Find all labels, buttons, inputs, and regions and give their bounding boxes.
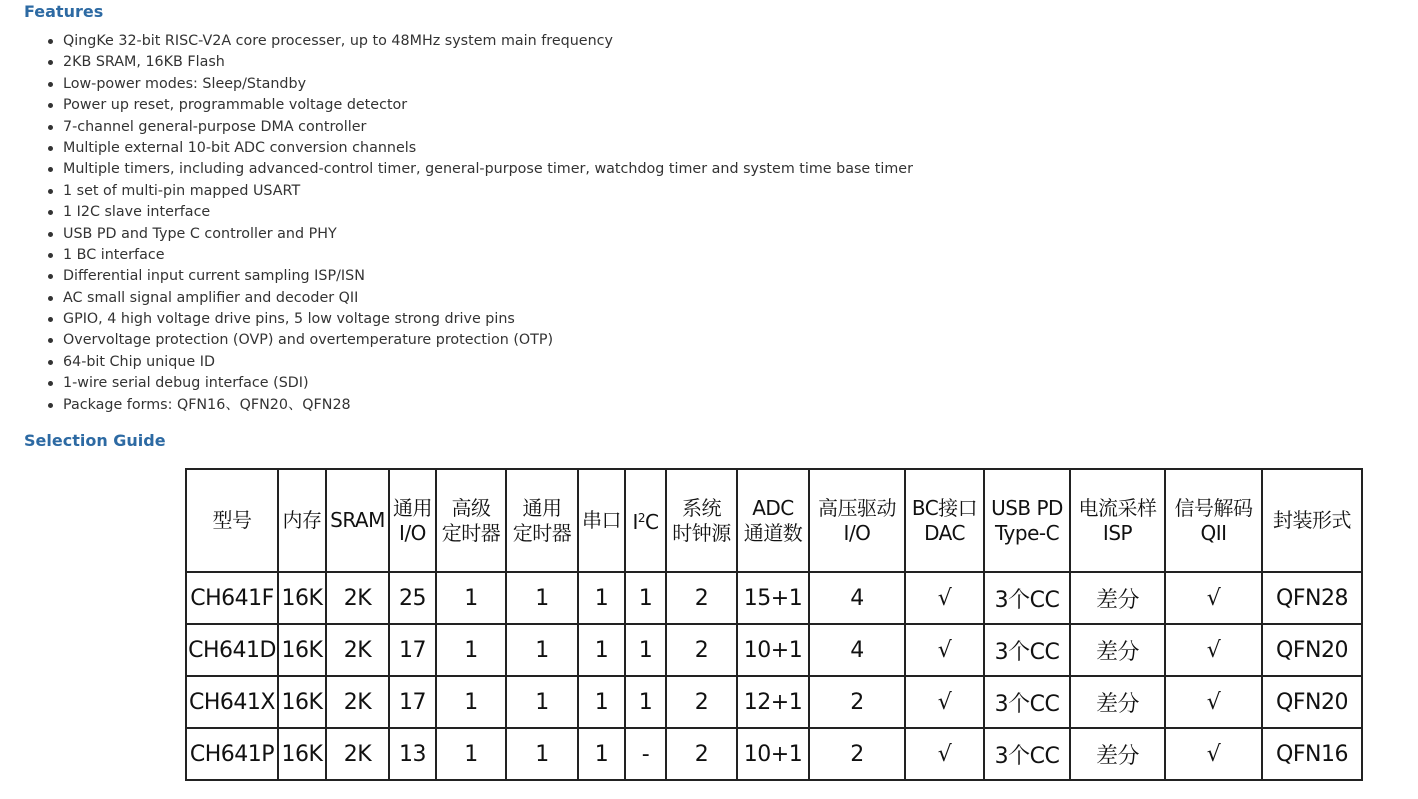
feature-item-text: AC small signal amplifier and decoder QII xyxy=(63,289,359,306)
table-cell: CH641D xyxy=(186,624,278,676)
feature-item-text: Package forms: QFN16、QFN20、QFN28 xyxy=(63,396,351,413)
table-cell: 1 xyxy=(506,624,578,676)
table-cell: 1 xyxy=(625,572,666,624)
table-cell: √ xyxy=(905,624,984,676)
bullet-icon xyxy=(48,403,53,408)
table-cell: 16K xyxy=(278,728,326,780)
table-cell: CH641F xyxy=(186,572,278,624)
table-cell: √ xyxy=(905,572,984,624)
bullet-icon xyxy=(48,167,53,172)
table-cell: √ xyxy=(1165,676,1262,728)
bullet-icon xyxy=(48,296,53,301)
table-cell: QFN28 xyxy=(1262,572,1362,624)
table-cell: 2K xyxy=(326,572,389,624)
table-cell: 1 xyxy=(578,676,625,728)
header-cell: 系统 时钟源 xyxy=(666,469,737,572)
table-cell: 3个CC xyxy=(984,728,1070,780)
table-cell: 差分 xyxy=(1070,572,1165,624)
table-cell: 16K xyxy=(278,676,326,728)
table-cell: 12+1 xyxy=(737,676,809,728)
feature-item-text: 1-wire serial debug interface (SDI) xyxy=(63,375,309,392)
table-cell: 1 xyxy=(578,572,625,624)
feature-item xyxy=(46,117,913,138)
selection-guide-table xyxy=(185,468,1363,781)
table-cell: 4 xyxy=(809,572,905,624)
table-cell: 25 xyxy=(389,572,436,624)
table-cell: 16K xyxy=(278,572,326,624)
header-cell: 型号 xyxy=(186,469,278,572)
table-cell: 1 xyxy=(625,676,666,728)
table-cell: 1 xyxy=(506,572,578,624)
table-cell: 2 xyxy=(809,728,905,780)
feature-item-text: QingKe 32-bit RISC-V2A core processer, up to 48MHz system main frequency xyxy=(63,33,613,49)
table-cell: CH641X xyxy=(186,676,278,728)
header-cell: SRAM xyxy=(326,469,389,572)
table-cell: 4 xyxy=(809,624,905,676)
table-cell: 17 xyxy=(389,676,436,728)
feature-item xyxy=(46,245,913,266)
header-cell: 封装形式 xyxy=(1262,469,1362,572)
table-cell: 2K xyxy=(326,624,389,676)
table-cell: 2 xyxy=(666,728,737,780)
feature-item-text: Overvoltage protection (OVP) and overtemperature protection (OTP) xyxy=(63,332,554,349)
bullet-icon xyxy=(48,232,53,237)
table-cell: 2 xyxy=(666,624,737,676)
feature-item-text: Multiple external 10-bit ADC conversion channels xyxy=(63,139,417,156)
table-cell: 10+1 xyxy=(737,728,809,780)
table-cell: 2 xyxy=(666,676,737,728)
bullet-icon xyxy=(48,360,53,365)
feature-item-text: USB PD and Type C controller and PHY xyxy=(63,225,337,242)
header-cell: ADC 通道数 xyxy=(737,469,809,572)
table-cell: - xyxy=(625,728,666,780)
header-cell-i2c: $I^2C$ xyxy=(625,469,666,572)
features-list xyxy=(46,31,913,416)
bullet-icon xyxy=(48,60,53,65)
table-cell: 1 xyxy=(625,624,666,676)
feature-item-text: 2KB SRAM, 16KB Flash xyxy=(63,54,225,71)
feature-item-text: GPIO, 4 high voltage drive pins, 5 low voltage strong drive pins xyxy=(63,311,515,328)
bullet-icon xyxy=(48,274,53,279)
bullet-icon xyxy=(48,82,53,87)
table-cell: 1 xyxy=(436,624,506,676)
header-cell: 通用 定时器 xyxy=(506,469,578,572)
table-cell: 17 xyxy=(389,624,436,676)
feature-item-text: Differential input current sampling ISP/ISN xyxy=(63,268,365,285)
table-cell: 1 xyxy=(506,676,578,728)
table-cell: 2K xyxy=(326,728,389,780)
feature-item xyxy=(46,309,913,330)
table-cell: 差分 xyxy=(1070,728,1165,780)
table-cell: 15+1 xyxy=(737,572,809,624)
table-row xyxy=(186,624,1362,676)
feature-item xyxy=(46,224,913,245)
table-cell: 差分 xyxy=(1070,676,1165,728)
table-cell: 3个CC xyxy=(984,572,1070,624)
bullet-icon xyxy=(48,210,53,215)
bullet-icon xyxy=(48,253,53,258)
table-row xyxy=(186,676,1362,728)
table-cell: 差分 xyxy=(1070,624,1165,676)
bullet-icon xyxy=(48,146,53,151)
bullet-icon xyxy=(48,189,53,194)
feature-item-text: 7-channel general-purpose DMA controller xyxy=(63,118,367,135)
table-cell: 1 xyxy=(436,728,506,780)
bullet-icon xyxy=(48,125,53,130)
table-cell: 1 xyxy=(436,676,506,728)
feature-item xyxy=(46,395,913,416)
header-cell: 通用 I/O xyxy=(389,469,436,572)
bullet-icon xyxy=(48,317,53,322)
header-cell: 高级 定时器 xyxy=(436,469,506,572)
header-cell: 信号解码 QII xyxy=(1165,469,1262,572)
table-cell: QFN20 xyxy=(1262,624,1362,676)
feature-item-text: 1 I2C slave interface xyxy=(63,204,211,221)
table-cell: √ xyxy=(1165,572,1262,624)
table-cell: QFN16 xyxy=(1262,728,1362,780)
table-cell: QFN20 xyxy=(1262,676,1362,728)
table-cell: 1 xyxy=(506,728,578,780)
header-cell: USB PD Type-C xyxy=(984,469,1070,572)
table-cell: 1 xyxy=(578,624,625,676)
table-cell: 13 xyxy=(389,728,436,780)
bullet-icon xyxy=(48,39,53,44)
feature-item xyxy=(46,31,913,52)
table-cell: CH641P xyxy=(186,728,278,780)
feature-item-text: 1 set of multi-pin mapped USART xyxy=(63,182,301,199)
table-cell: 2 xyxy=(666,572,737,624)
table-cell: √ xyxy=(1165,728,1262,780)
feature-item xyxy=(46,202,913,223)
feature-item xyxy=(46,288,913,309)
table-cell: 3个CC xyxy=(984,676,1070,728)
header-cell: 内存 xyxy=(278,469,326,572)
header-cell: 高压驱动 I/O xyxy=(809,469,905,572)
feature-item xyxy=(46,138,913,159)
header-cell: 串口 xyxy=(578,469,625,572)
feature-item-text: 64-bit Chip unique ID xyxy=(63,353,215,370)
feature-item xyxy=(46,74,913,95)
selection-guide-heading: Selection Guide xyxy=(24,431,166,450)
header-cell: 电流采样 ISP xyxy=(1070,469,1165,572)
bullet-icon xyxy=(48,103,53,108)
feature-item-text: Power up reset, programmable voltage detector xyxy=(63,97,408,114)
table-cell: 1 xyxy=(578,728,625,780)
table-row xyxy=(186,572,1362,624)
feature-item xyxy=(46,373,913,394)
feature-item-text: Multiple timers, including advanced-control timer, general-purpose timer, watchdog timer and system time base timer xyxy=(63,161,913,178)
table-cell: 16K xyxy=(278,624,326,676)
table-cell: √ xyxy=(905,728,984,780)
feature-item xyxy=(46,159,913,180)
feature-item xyxy=(46,181,913,202)
table-cell: √ xyxy=(905,676,984,728)
table-cell: 2K xyxy=(326,676,389,728)
table-cell: 1 xyxy=(436,572,506,624)
table-cell: 10+1 xyxy=(737,624,809,676)
table-cell: 2 xyxy=(809,676,905,728)
feature-item-text: 1 BC interface xyxy=(63,246,165,263)
table-row xyxy=(186,728,1362,780)
table-header-row xyxy=(186,469,1362,572)
table-cell: √ xyxy=(1165,624,1262,676)
bullet-icon xyxy=(48,381,53,386)
feature-item xyxy=(46,352,913,373)
feature-item xyxy=(46,330,913,351)
feature-item xyxy=(46,266,913,287)
features-heading: Features xyxy=(24,2,104,21)
bullet-icon xyxy=(48,338,53,343)
feature-item xyxy=(46,52,913,73)
feature-item xyxy=(46,95,913,116)
table-cell: 3个CC xyxy=(984,624,1070,676)
header-cell: BC接口 DAC xyxy=(905,469,984,572)
feature-item-text: Low-power modes: Sleep/Standby xyxy=(63,75,307,92)
